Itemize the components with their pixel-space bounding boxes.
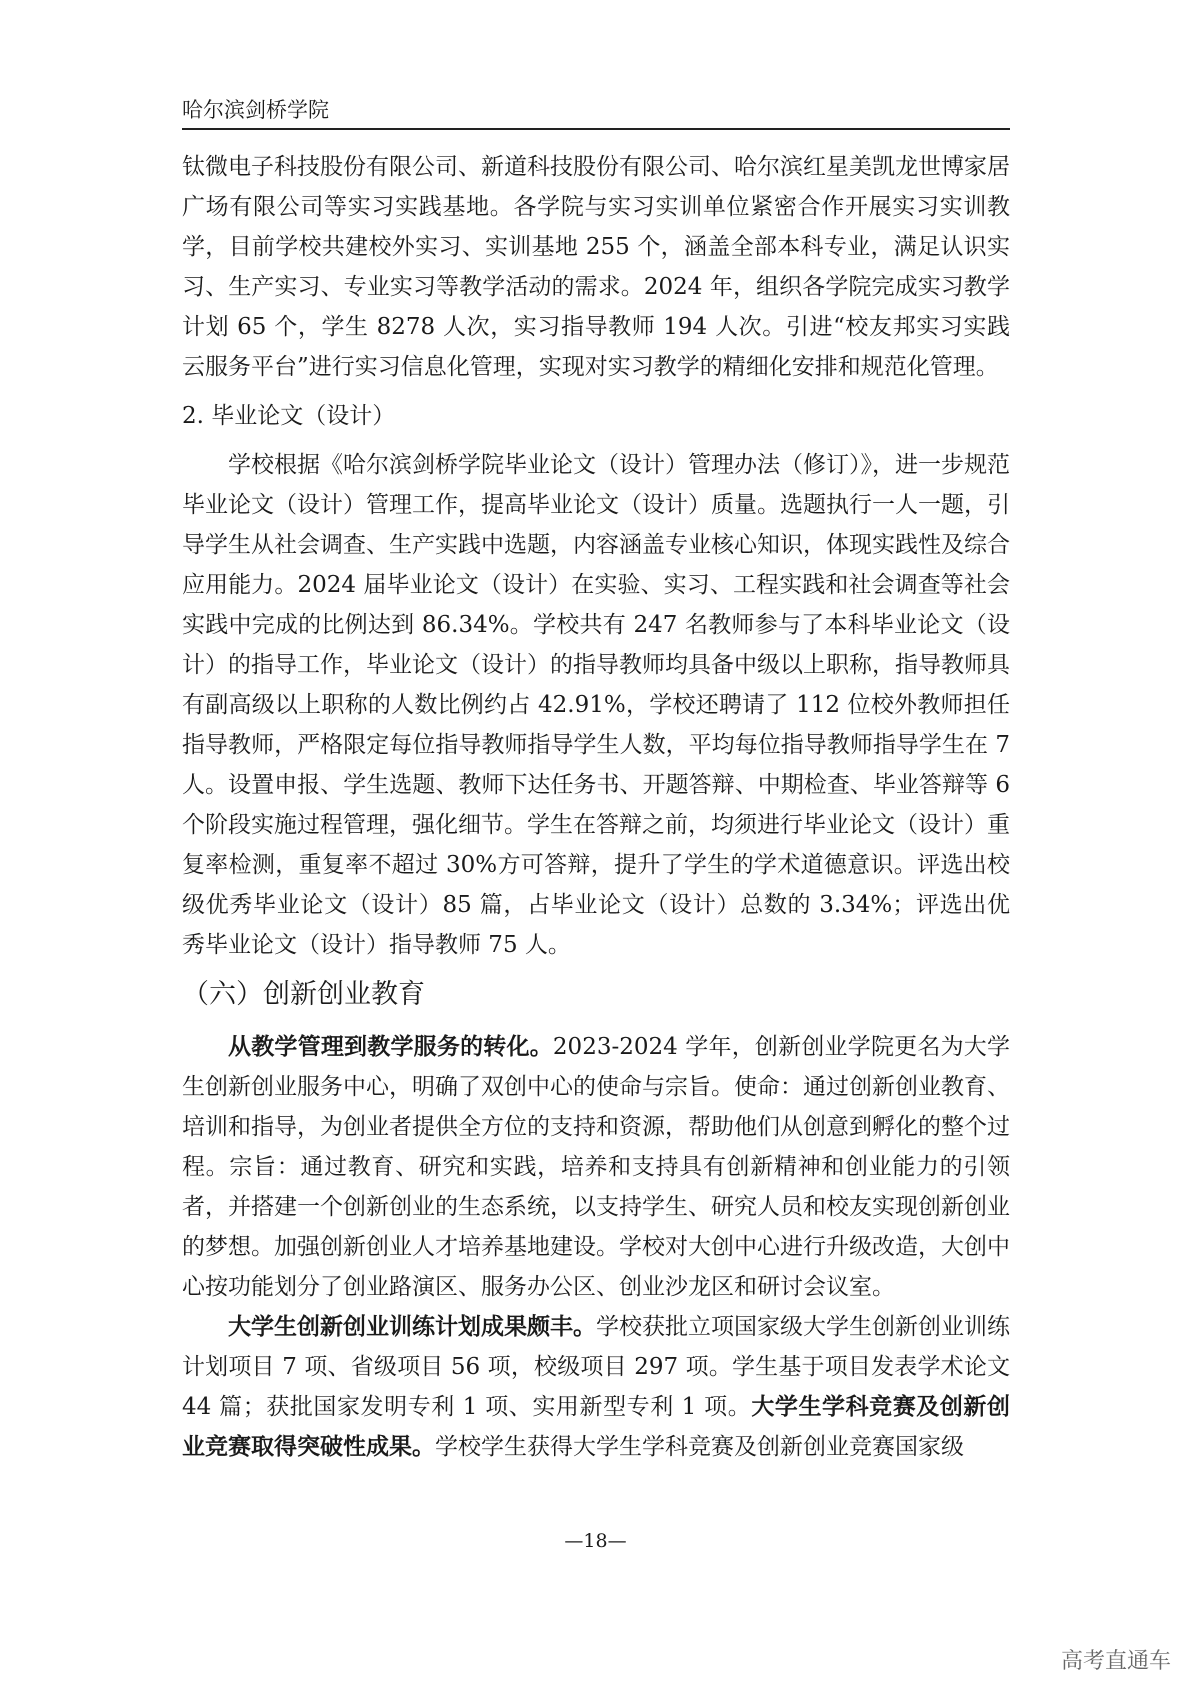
header-rule — [182, 128, 1010, 130]
paragraph-service-transform — [182, 1027, 1010, 1307]
paragraph-text: 学校获批立项国家级大学生创新创业训练计划项目 7 项、省级项目 56 项，校级项目 297 项。学生基于项目发表学术论文 44 篇；获批国家发明专利 1 项、实用新型专利 1 项。 — [182, 1314, 1010, 1420]
paragraph-training-plan — [182, 1307, 1010, 1467]
paragraph-internship: 钛微电子科技股份有限公司、新道科技股份有限公司、哈尔滨红星美凯龙世博家居广场有限公司等实习实践基地。各学院与实习实训单位紧密合作开展实习实训教学，目前学校共建校外实习、实训基地 255 个，涵盖全部本科专业，满足认识实习、生产实习、专业实习等教学活动的需求。2024 年，组织各学院完成实习教学计划 65 个，学生 8278 人次，实习指导教师 194 人次。引进“校友邦实习实践云服务平台”进行实习信息化管理，实现对实习教学的精细化安排和规范化管理。 — [182, 154, 1010, 380]
watermark: 高考直通车 — [1060, 1649, 1171, 1674]
paragraph-lead-bold: 大学生创新创业训练计划成果颇丰。 — [228, 1313, 596, 1340]
document-body — [182, 147, 1010, 1467]
paragraph-thesis: 学校根据《哈尔滨剑桥学院毕业论文（设计）管理办法（修订）》，进一步规范毕业论文（设计）管理工作，提高毕业论文（设计）质量。选题执行一人一题，引导学生从社会调查、生产实践中选题，内容涵盖专业核心知识，体现实践性及综合应用能力。2024 届毕业论文（设计）在实验、实习、工程实践和社会调查等社会实践中完成的比例达到 86.34%。学校共有 247 名教师参与了本科毕业论文（设计）的指导工作，毕业论文（设计）的指导教师均具备中级以上职称，指导教师具有副高级以上职称的人数比例约占 42.91%，学校还聘请了 112 位校外教师担任指导教师，严格限定每位指导教师指导学生人数，平均每位指导教师指导学生在 7 人。设置申报、学生选题、教师下达任务书、开题答辩、中期检查、毕业答辩等 6 个阶段实施过程管理，强化细节。学生在答辩之前，均须进行毕业论文（设计）重复率检测，重复率不超过 30%方可答辩，提升了学生的学术道德意识。评选出校级优秀毕业论文（设计）85 篇，占毕业论文（设计）总数的 3.34%；评选出优秀毕业论文（设计）指导教师 75 人。 — [182, 452, 1010, 958]
page-number: —18— — [564, 1530, 627, 1552]
paragraph-text: 2023-2024 学年，创新创业学院更名为大学生创新创业服务中心，明确了双创中心的使命与宗旨。使命：通过创新创业教育、培训和指导，为创业者提供全方位的支持和资源，帮助他们从创意到孵化的整个过程。宗旨：通过教育、研究和实践，培养和支持具有创新精神和创业能力的引领者，并搭建一个创新创业的生态系统，以支持学生、研究人员和校友实现创新创业的梦想。加强创新创业人才培养基地建设。学校对大创中心进行升级改造，大创中心按功能划分了创业路演区、服务办公区、创业沙龙区和研讨会议室。 — [182, 1034, 1010, 1300]
subheading-thesis: 2. 毕业论文（设计） — [182, 403, 396, 429]
paragraph-lead-bold: 从教学管理到教学服务的转化。 — [228, 1033, 553, 1060]
page-header: 哈尔滨剑桥学院 — [182, 98, 329, 122]
section-heading-innovation: （六）创新创业教育 — [182, 979, 425, 1010]
paragraph-lead-bold-2: 大学生学科竞赛及创新创业竞赛取得突破性成果。 — [182, 1393, 1011, 1460]
paragraph-text-tail: 学校学生获得大学生学科竞赛及创新创业竞赛国家级 — [435, 1434, 964, 1460]
